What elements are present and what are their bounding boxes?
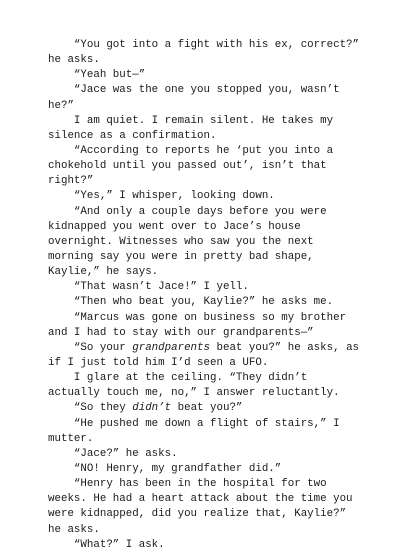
text-line xyxy=(48,68,388,83)
text-run: kidnapped you went over to Jace’s house xyxy=(48,220,301,233)
text-line xyxy=(48,462,388,477)
text-run: actually touch me, no,” I answer reluctantly. xyxy=(48,387,340,400)
text-run: Kaylie,” he says. xyxy=(48,266,159,279)
text-run: if I just told him I’d seen a UFO. xyxy=(48,356,269,369)
text-line xyxy=(48,295,388,310)
text-run: “So your xyxy=(48,341,133,354)
text-line xyxy=(48,523,388,538)
text-run: overnight. Witnesses who saw you the next xyxy=(48,235,314,248)
text-line xyxy=(48,38,388,53)
text-line xyxy=(48,129,388,144)
text-line xyxy=(48,144,388,159)
document-page xyxy=(48,38,388,553)
text-line xyxy=(48,159,388,174)
italic-text: grandparents xyxy=(132,341,210,354)
text-run: were kidnapped, did you realize that, Kaylie?” xyxy=(48,508,347,521)
text-run: “That wasn’t Jace!” I yell. xyxy=(48,281,249,294)
text-line xyxy=(48,538,388,553)
text-line xyxy=(48,311,388,326)
italic-text: didn’t xyxy=(132,402,172,415)
text-run: “Henry has been in the hospital for two xyxy=(48,478,327,491)
text-line xyxy=(48,492,388,507)
text-line xyxy=(48,53,388,68)
text-run: “Yeah but—” xyxy=(48,69,146,82)
text-line xyxy=(48,114,388,129)
text-line xyxy=(48,356,388,371)
text-run: beat you?” he asks, as xyxy=(210,341,360,354)
text-run: “Marcus was gone on business so my brother xyxy=(48,311,347,324)
text-run: “You got into a fight with his ex, correct?” xyxy=(48,39,360,51)
text-run: “He pushed me down a flight of stairs,” I xyxy=(48,417,340,430)
text-run: right?” xyxy=(48,175,94,188)
text-run: “Then who beat you, Kaylie?” he asks me. xyxy=(48,296,334,309)
text-line xyxy=(48,477,388,492)
text-run: silence as a confirmation. xyxy=(48,129,217,142)
text-line xyxy=(48,507,388,522)
text-run: “What?” I ask. xyxy=(48,538,165,551)
text-line xyxy=(48,417,388,432)
text-run: he asks. xyxy=(48,523,100,536)
text-run: beat you?” xyxy=(171,402,243,415)
text-run: he?” xyxy=(48,99,74,112)
text-line xyxy=(48,235,388,250)
text-line xyxy=(48,99,388,114)
text-line xyxy=(48,326,388,341)
text-run: mutter. xyxy=(48,432,94,445)
text-line xyxy=(48,401,388,416)
text-run: “Yes,” I whisper, looking down. xyxy=(48,190,275,203)
text-line xyxy=(48,371,388,386)
text-run: “So they xyxy=(48,402,133,415)
text-line xyxy=(48,250,388,265)
text-run: “Jace?” he asks. xyxy=(48,447,178,460)
text-line xyxy=(48,265,388,280)
text-run: morning say you were in pretty bad shape, xyxy=(48,250,314,263)
text-run: “According to reports he ‘put you into a xyxy=(48,144,334,157)
text-line xyxy=(48,386,388,401)
text-line xyxy=(48,189,388,204)
text-run: he asks. xyxy=(48,54,100,67)
text-run: and I had to stay with our grandparents—” xyxy=(48,326,314,339)
text-run: chokehold until you passed out’, isn’t that xyxy=(48,160,327,173)
text-line xyxy=(48,205,388,220)
text-run: “And only a couple days before you were xyxy=(48,205,327,218)
text-line xyxy=(48,432,388,447)
text-line xyxy=(48,447,388,462)
text-line xyxy=(48,220,388,235)
text-run: I glare at the ceiling. “They didn’t xyxy=(48,372,308,385)
text-run: “Jace was the one you stopped you, wasn’t xyxy=(48,84,340,97)
text-line xyxy=(48,341,388,356)
text-line xyxy=(48,174,388,189)
text-run: I am quiet. I remain silent. He takes my xyxy=(48,114,334,127)
text-run: “NO! Henry, my grandfather did.” xyxy=(48,462,282,475)
text-run: weeks. He had a heart attack about the time you xyxy=(48,493,353,506)
text-line xyxy=(48,83,388,98)
text-line xyxy=(48,280,388,295)
